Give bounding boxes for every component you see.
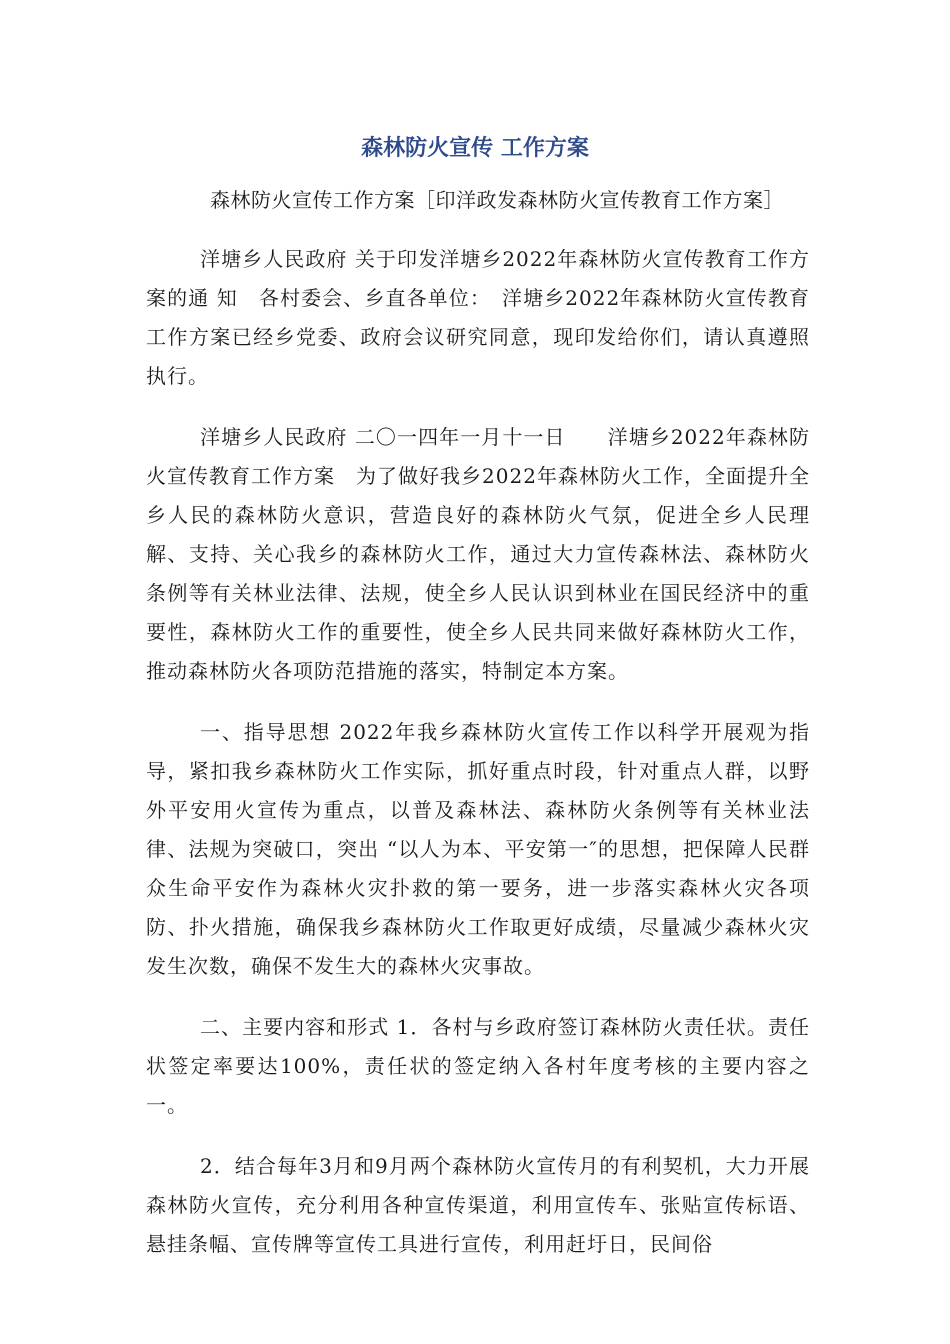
paragraph-main-content: 二、主要内容和形式 1．各村与乡政府签订森林防火责任状。责任状签定率要达100%，责任状的签定纳入各村年度考核的主要内容之一。 (146, 1015, 810, 1117)
document-body (146, 182, 810, 1264)
document-title: 森林防火宣传 工作方案 (361, 136, 589, 161)
paragraph-guiding-thought: 一、指导思想 2022年我乡森林防火宣传工作以科学开展观为指导，紧扣我乡森林防火工作实际，抓好重点时段，针对重点人群，以野外平安用火宣传为重点，以普及森林法、森林防火条例等有关林业法律、法规为突破口，突出 “以人为本、平安第一″的思想，把保障人民群众生命平安作为森林火灾扑救的第一要务，进一步落实森林火灾各项防、扑火措施，确保我乡森林防火工作取更好成绩，尽量减少森林火灾发生次数，确保不发生大的森林火灾事故。 (146, 720, 810, 978)
paragraph-publicity-month: 2．结合每年3月和9月两个森林防火宣传月的有利契机，大力开展森林防火宣传，充分利用各种宣传渠道，利用宣传车、张贴宣传标语、悬挂条幅、宣传牌等宣传工具进行宣传，利用赶圩日，民间俗 (146, 1154, 810, 1256)
document-subtitle: 森林防火宣传工作方案［印洋政发森林防火宣传教育工作方案］ (210, 188, 784, 212)
paragraph-notice: 洋塘乡人民政府 关于印发洋塘乡2022年森林防火宣传教育工作方案的通 知 各村委会、乡直各单位： 洋塘乡2022年森林防火宣传教育工作方案已经乡党委、政府会议研究同意，现印发给你们，请认真遵照执行。 (146, 247, 810, 388)
paragraph-intro: 洋塘乡人民政府 二〇一四年一月十一日 洋塘乡2022年森林防火宣传教育工作方案 为了做好我乡2022年森林防火工作，全面提升全乡人民的森林防火意识，营造良好的森林防火气氛，促进全乡人民理解、支持、关心我乡的森林防火工作，通过大力宣传森林法、森林防火条例等有关林业法律、法规，使全乡人民认识到林业在国民经济中的重要性，森林防火工作的重要性，使全乡人民共同来做好森林防火工作，推动森林防火各项防范措施的落实，特制定本方案。 (146, 425, 810, 683)
